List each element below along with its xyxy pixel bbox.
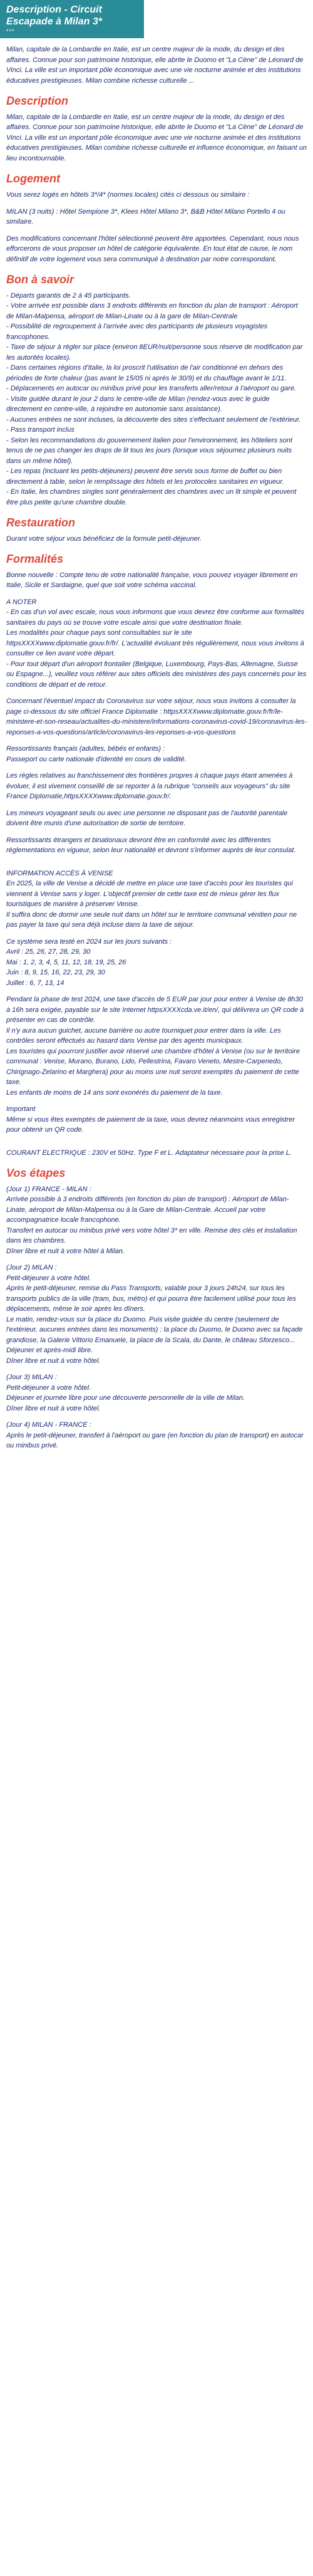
text-line: Avril : 25, 26, 27, 28, 29, 30 (6, 948, 91, 956)
text-line: (Jour 2) MILAN : (6, 1264, 57, 1272)
text-line: Juin : 8, 9, 15, 16, 22, 23, 29, 30 (6, 969, 105, 977)
section-title-bon-a-savoir: Bon à savoir (6, 273, 74, 286)
text-line: Les règles relatives au franchissement des frontières propres à chaque pays étant amenées à évoluer, il est vivement conseillé de se reporter à la rubrique "conseils aux voyageurs" du site France Diplomatie,httpsXXXXwww.diplomatie.gouv.fr/. (6, 772, 293, 801)
text-line: - Selon les recommandations du gouvernement italien pour l'environnement, les hôteliers sont tenus de ne pas changer les draps de lit tous les jours (lorsque vous séjournez plusieurs nuits dans un même hôtel). (6, 436, 293, 465)
text-line: Les mineurs voyageant seuls ou avec une personne ne disposant pas de l'autorité parentale doivent être munis d'une autorisation de sortie de territoire. (6, 809, 288, 828)
text-line: Des modifications concernant l'hôtel sélectionné peuvent être apportées. Cependant, nous nous efforcerons de vous proposer un hôtel de catégorie équivalente. En tout état de cause, le nom définitif de votre logement vous sera communiqué à destination par notre correspondant. (6, 234, 299, 263)
sections-container (6, 95, 307, 1451)
content (0, 38, 313, 1471)
text-line (6, 829, 307, 835)
text-line (6, 1256, 307, 1263)
text-line: INFORMATION ACCÈS À VENISE (6, 869, 113, 877)
text-line: Ressortissants français (adultes, bébés et enfants) : (6, 745, 165, 753)
text-line (6, 988, 307, 994)
text-line: Vous serez logés en hôtels 3*/4* (normes locales) cités ci dessous ou similaire : (6, 191, 250, 199)
text-line: Important (6, 1105, 36, 1113)
star-rating: *** (6, 28, 15, 35)
text-line (6, 591, 307, 597)
text-line (6, 862, 307, 868)
text-line: - Pass transport inclus (6, 426, 74, 434)
text-line: - Taxe de séjour à régler sur place (environ 8EUR/nuit/personne sous réserve de modification par les autorités locales). (6, 343, 303, 362)
text-line: - En Italie, les chambres singles sont généralement des chambres avec un lit simple et peuvent être plus petite qu'une chambre double. (6, 488, 297, 506)
section-body-description (6, 112, 307, 164)
text-line (6, 1366, 307, 1372)
text-line: Déjeuner et après-midi libre. (6, 1347, 93, 1355)
section-body-vos-etapes (6, 1184, 307, 1451)
text-line: - Possibilité de regroupement à l'arrivée avec des participants de plusieurs voyagistes francophones. (6, 323, 268, 341)
section-body-formalites (6, 570, 307, 1159)
text-line (6, 1414, 307, 1420)
section-title-logement: Logement (6, 172, 61, 185)
text-line: - Déplacements en autocar ou minibus privé pour les transferts aller/retour à l'aéroport ou gare. (6, 385, 297, 393)
text-line (6, 856, 307, 862)
text-line (6, 738, 307, 744)
page-title: Description - Circuit Escapade à Milan 3* (6, 4, 102, 28)
header-banner (0, 0, 144, 38)
text-line (6, 931, 307, 937)
text-line: - Départs garantis de 2 à 45 participants. (6, 291, 131, 300)
text-line: Mai : 1, 2, 3, 4, 5, 11, 12, 18, 19, 25, 26 (6, 958, 126, 966)
text-line: Les touristes qui pourront justifier avoir réservé une chambre d'hôtel à Venise (ou sur le territoire communal : Venise, Murano, Burano, Lido, Pellestrina, Favaro Veneto, Mestre-Carpenedo, Chirignago-Zelarino et Marghera) pour au moins une nuit seront exemptés du paiement de cette taxe. (6, 1047, 300, 1087)
text-line: Les modalités pour chaque pays sont consultables sur le site httpsXXXXwww.diplomatie.gouv.fr/fr/. L'actualité évoluant très régulièrement, nous vous invitons à consulter ce lien avant votre départ. (6, 629, 304, 658)
text-line: Milan, capitale de la Lombardie en Italie, est un centre majeur de la mode, du design et des affaires. Connue pour son patrimoine historique, elle abrite le Duomo et "La Cène" de Léonard de Vinci. La ville est un important pôle économique avec une vie nocturne animée et des institutions éducatives prestigieuses. Milan combine richesse culturelle et influence économique, en faisant un lieu incontournable. (6, 113, 307, 162)
text-line (6, 802, 307, 808)
text-line: Durant votre séjour vous bénéficiez de la formule petit-déjeuner. (6, 534, 202, 543)
text-line: Les enfants de moins de 14 ans sont exonérés du paiement de la taxe. (6, 1088, 223, 1097)
text-line: Ressortissants étrangers et binationaux devront être en conformité avec les différentes réglementations en vigueur, selon leur nationalité et devront s'informer auprès de leur consulat. (6, 836, 296, 855)
section-body-restauration (6, 534, 307, 545)
text-line: Le matin, rendez-vous sur la place du Duomo. Puis visite guidée du centre (seulement de l'extérieur, aucunes entrées dans les monuments) : la place du Duomo, le Duomo avec sa façade grandiose, la Galerie Vittorio Emanuele, la place de la Scala, du Dante, le château Sforzesco... (6, 1315, 303, 1344)
text-line (6, 227, 307, 234)
text-line: - Visite guidée durant le jour 2 dans le centre-ville de Milan (rendez-vous avec le guide directement en centre-ville, à rejoindre en autonomie sans assistance). (6, 395, 270, 414)
text-line: Transfert en autocar ou minibus privé vers votre hôtel 3* en ville. Remise des clés et installation dans les chambres. (6, 1226, 297, 1245)
text-line (6, 1142, 307, 1148)
text-line (6, 1098, 307, 1104)
text-line: Ce système sera testé en 2024 sur les jours suivants : (6, 937, 172, 946)
text-line: - En cas d'un vol avec escale, nous vous informons que vous devrez être conforme aux formalités sanitaires du pays où se trouve votre escale ainsi que votre destination finale. (6, 608, 304, 627)
text-line: (Jour 1) FRANCE - MILAN : (6, 1185, 91, 1193)
text-line: - Aucunes entrées ne sont incluses, la découverte des sites s'effectuant seulement de l'extérieur. (6, 415, 301, 424)
section-body-bon-a-savoir (6, 291, 307, 508)
text-line: - Les repas (incluant les petits-déjeuners) peuvent être servis sous forme de buffet ou bien directement à table, selon le remplissage des hôtels et les protocoles sanitaires en vigueur. (6, 467, 284, 486)
text-line (6, 201, 307, 207)
text-line (6, 690, 307, 696)
text-line: Dîner libre et nuit à votre hôtel. (6, 1404, 101, 1412)
section-title-restauration: Restauration (6, 516, 76, 529)
text-line: Même si vous êtes exemptés de paiement de la taxe, vous devrez néanmoins vous enregistrer pour obtenir un QR code. (6, 1115, 295, 1134)
section-title-description: Description (6, 95, 69, 108)
text-line: COURANT ELECTRIQUE : 230V et 50Hz. Type F et L. Adaptateur nécessaire pour la prise L. (6, 1149, 292, 1157)
text-line (6, 764, 307, 771)
text-line: Pendant la phase de test 2024, une taxe d'accès de 5 EUR par jour pour entrer à Venise de 8h30 à 16h sera exigée, payable sur le site Internet httpsXXXXcda.ve.it/en/, qui délivrera un QR code à présenter en cas de contrôle. (6, 996, 304, 1025)
text-line: Juillet : 6, 7, 13, 14 (6, 979, 64, 987)
text-line: Déjeuner et journée libre pour une découverte personnelle de la ville de Milan. (6, 1394, 245, 1402)
text-line: En 2025, la ville de Venise a décidé de mettre en place une taxe d'accès pour les touristes qui viennent à Venise sans y loger. L'objectif premier de cette taxe est de mieux gérer les flux touristiques de manière à préserver Venise. (6, 880, 293, 909)
text-line: - Votre arrivée est possible dans 3 endroits différents en fonction du plan de transport : Aéroport de Milan-Malpensa, aéroport de Milan-Linate ou à la gare de Milan-Centrale (6, 302, 298, 320)
text-line: Passeport ou carte nationale d'identité en cours de validité. (6, 755, 187, 763)
text-line: A NOTER (6, 598, 37, 606)
text-line: Arrivée possible à 3 endroits différents (en fonction du plan de transport) : Aéroport de Milan-Linate, aéroport de Milan-Malpensa ou à la Gare de Milan-Centrale. Accueil par votre accompagnatrice locale francophone. (6, 1196, 289, 1224)
text-line: Après le petit-déjeuner, remise du Pass Transports, valable pour 3 jours 24h24, sur tous les transports publics de la ville (tram, bus, métro) et qui pourra être facilement utilisé pour tous les déplacements, même le soir après les dîners. (6, 1285, 296, 1313)
text-line: Dîner libre et nuit à votre hôtel. (6, 1357, 101, 1365)
intro-paragraph: Milan, capitale de la Lombardie en Italie, est un centre majeur de la mode, du design et des affaires. Connue pour son patrimoine historique, elle abrite le Duomo et "La Cène" de Léonard de Vinci. La ville est un important pôle économique avec une vie nocturne animée et des institutions éducatives prestigieuses. Milan combine richesse culturelle ... (6, 46, 304, 85)
section-title-vos-etapes: Vos étapes (6, 1167, 66, 1180)
section-body-logement (6, 190, 307, 264)
text-line: (Jour 4) MILAN - FRANCE : (6, 1421, 91, 1429)
text-line: Petit-déjeuner à votre hôtel. (6, 1384, 91, 1392)
text-line: - Dans certaines régions d'Italie, la loi proscrit l'utilisation de l'air conditionné en dehors des périodes de forte chaleur (pas avant le 15/05 ni après le 30/9) et du chauffage avant le 1/11. (6, 364, 287, 382)
text-line: Concernant l'éventuel impact du Coronavirus sur votre séjour, nous vous invitons à consulter la page ci-dessous du site officiel France Diplomatie : httpsXXXXwww.diplomatie.gouv.fr/fr/le-ministere-et-son-reseau/actualites-du-ministere/informations-coronavirus-covid-19/coronavirus-les-reponses-a-vos-questions/article/coronavirus-les-reponses-a-vos-questions (6, 697, 307, 736)
text-line: Dîner libre et nuit à votre hôtel à Milan. (6, 1247, 125, 1255)
text-line: Il n'y aura aucun guichet, aucune barrière ou autre tourniquet pour entrer dans la ville. Les contrôles seront effectués au hasard dans Venise par des agents municipaux. (6, 1026, 281, 1045)
text-line: Il suffira donc de dormir une seule nuit dans un hôtel sur le territoire communal vénitien pour ne pas payer la taxe qui sera déjà incluse dans la taxe de séjour. (6, 910, 297, 929)
section-title-formalites: Formalités (6, 553, 64, 566)
text-line: Petit-déjeuner à votre hôtel. (6, 1274, 91, 1282)
text-line: (Jour 3) MILAN : (6, 1374, 57, 1382)
text-line: MILAN (3 nuits) : Hôtel Sempione 3*, Klees Hôtel Milano 3*, B&B Hôtel Milano Portello 4 ou similaire. (6, 207, 285, 226)
text-line: Après le petit-déjeuner, transfert à l'aéroport ou gare (en fonction du plan de transport) en autocar ou minibus privé. (6, 1431, 304, 1450)
text-line (6, 1135, 307, 1142)
text-line: - Pour tout départ d'un aéroport frontalier (Belgique, Luxembourg, Pays-Bas, Allemagne, Suisse ou Espagne...), veuillez vous référer aux sites officiels des ministères des pays concernés pour les conditions de départ et de retour. (6, 660, 307, 689)
text-line: Bonne nouvelle : Compte tenu de votre nationalité française, vous pouvez voyager librement en Italie, Sicile et Sardaigne, quel que soit votre schéma vaccinal. (6, 571, 298, 590)
